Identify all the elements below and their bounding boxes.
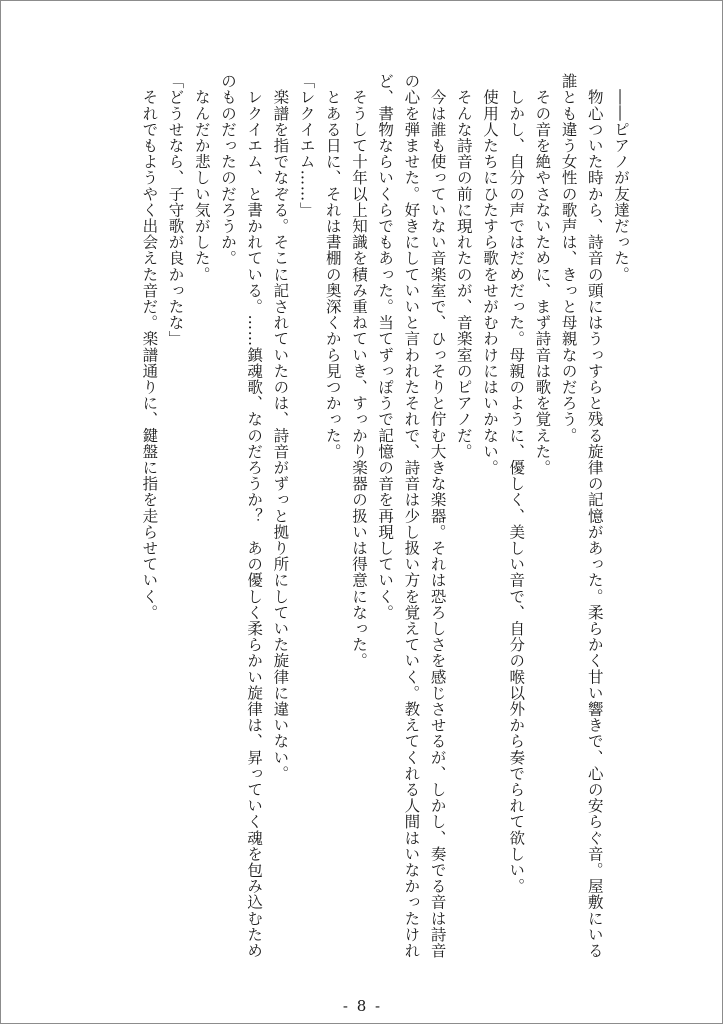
- paragraph: 楽譜を指でなぞる。そこに記されていたのは、詩音がずっと拠り所にしていた旋律に違いない。: [271, 73, 290, 782]
- paragraph: しかし、自分の声ではだめだった。母親のように、優しく、美しい音で、自分の喉以外から奏でられて欲しい。: [507, 73, 526, 895]
- paragraph: 今は誰も使っていない音楽室で、ひっそりと佇む大きな楽器。それは恐ろしさを感じさせるが、しかし、奏でる音は詩音の心を弾ませた。好きにしていいと言われたそれで、詩音は少し扱い方を覚えていく。教えてくれる人間はいなかったけれど、書物ならいくらでもあった。当てずっぽうで記憶の音を再現していく。: [376, 73, 447, 959]
- paragraph: それでもようやく出会えた音だ。楽譜通りに、鍵盤に指を走らせていく。: [140, 73, 159, 621]
- paragraph: そうして十年以上知識を積み重ねていき、すっかり楽器の扱いは得意になった。: [349, 73, 368, 669]
- dialogue-line: 「どうせなら、子守歌が良かったな」: [166, 73, 185, 347]
- dialogue-line: 「レクイエム……」: [297, 73, 316, 218]
- page-number: - 8 -: [342, 997, 383, 1015]
- paragraph: なんだか悲しい気がした。: [192, 73, 211, 283]
- paragraph: そんな詩音の前に現れたのが、音楽室のピアノだ。: [454, 73, 473, 460]
- paragraph: 使用人たちにひたすら歌をせがむわけにはいかない。: [480, 73, 499, 476]
- vertical-text-body: [136, 73, 634, 963]
- paragraph: その音を絶やさないために、まず詩音は歌を覚えた。: [533, 73, 552, 476]
- paragraph: 物心ついた時から、詩音の頭にはうっすらと残る旋律の記憶があった。柔らかく甘い響きで、心の安らぐ音。屋敷にいる誰とも違う女性の歌声は、きっと母親なのだろう。: [559, 73, 604, 959]
- paragraph: とある日に、それは書棚の奥深くから見つかった。: [323, 73, 342, 460]
- paragraph: ――ピアノが友達だった。: [612, 73, 630, 283]
- paragraph: レクイエム、と書かれている。……鎮魂歌、なのだろうか？ あの優しく柔らかい旋律は、昇っていく魂を包み込むためのものだったのだろうか。: [218, 73, 264, 959]
